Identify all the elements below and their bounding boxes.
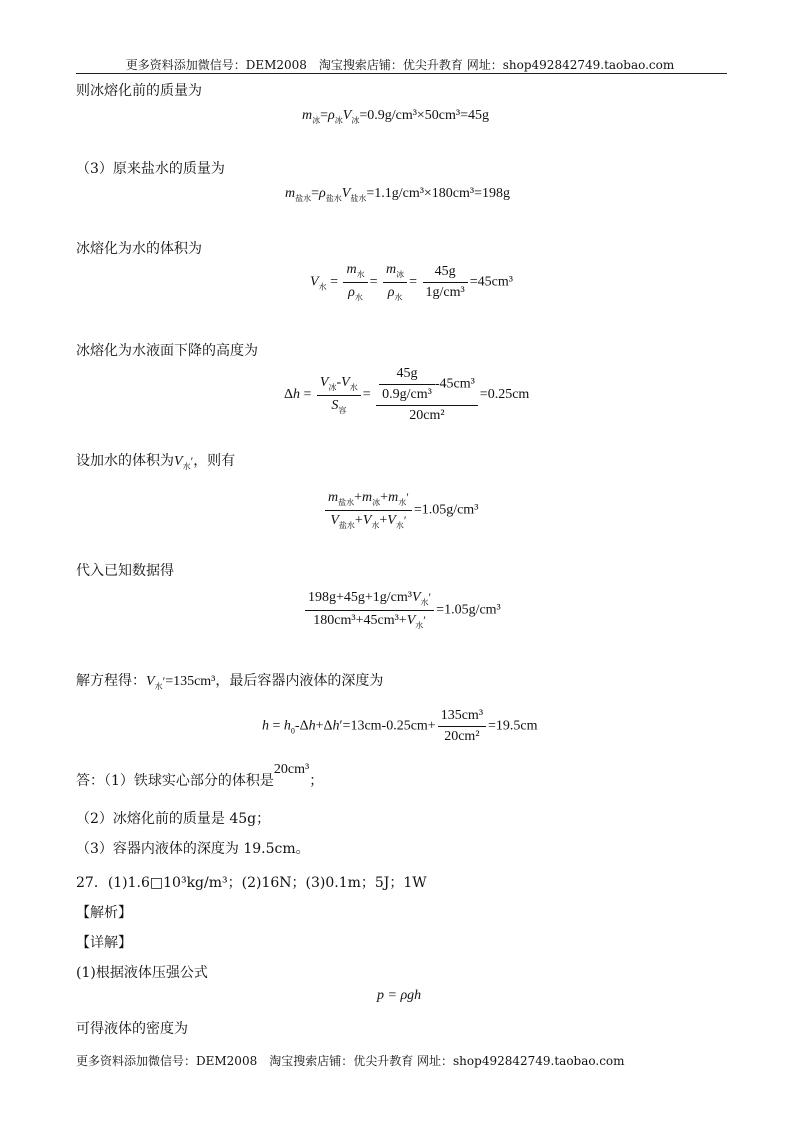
text-line: 冰熔化为水的体积为 <box>76 241 202 257</box>
text-line: 可得液体的密度为 <box>76 1021 188 1037</box>
text-line: 则冰熔化前的质量为 <box>76 83 202 99</box>
equation-water-volume: $V_水$ = $\frac{m_水}{\rho_水}$ = $\frac{m_冰}{\rho_水}$ = $\frac{45g}{\text{1g/cm³}}$ =45cm³ <box>310 262 513 302</box>
text-line: （3）原来盐水的质量为 <box>76 161 225 177</box>
equation-substituted: $\frac{198g+45g+1g/cm^3V_水'}{180cm^3+45cm^3+V_水'}$ =1.05g/cm³ <box>303 590 501 631</box>
text-line: (1)根据液体压强公式 <box>76 965 208 981</box>
header-rule <box>76 73 727 74</box>
text-line: 冰熔化为水液面下降的高度为 <box>76 343 258 359</box>
answer-line: （2）冰熔化前的质量是 45g； <box>76 811 271 827</box>
text-line: 代入已知数据得 <box>76 563 174 579</box>
answer-line: 答：（1）铁球实心部分的体积是20cm³； <box>76 762 324 789</box>
text-line: 设加水的体积为$V_水'$，则有 <box>76 453 236 471</box>
page-footer: 更多资料添加微信号：DEM2008 淘宝搜索店铺：优尖升教育 网址：shop492842749.taobao.com <box>76 1054 625 1068</box>
answer-line: （3）容器内液体的深度为 19.5cm。 <box>76 841 310 857</box>
section-analysis: 【解析】 <box>76 905 132 921</box>
equation-density-condition: $\frac{m_{盐水}+m_冰+m_水'}{V_{盐水}+V_水+V_水'}$ =1.05g/cm³ <box>323 490 478 531</box>
answer-27: 27．(1)1.6□10³kg/m³；(2)16N；(3)0.1m；5J；1W <box>76 875 427 891</box>
equation-saltwater-mass: $m_{盐水}=\rho_{盐水}V_{盐水}=1.1g/cm^3\times 180cm^3=198g$ <box>285 186 511 203</box>
equation-ice-mass: $m_冰=\rho_冰V_冰=0.9g/cm^3\times 50cm^3=45g$ <box>302 108 490 125</box>
equation-level-drop: Δh = $\frac{V_冰-V_水}{S_容}$ = $\frac{45g}{\text{0.9g/cm³}}$ -45cm³ 20cm² =0.25cm <box>284 366 530 423</box>
section-detail: 【详解】 <box>76 935 132 951</box>
text-line: 解方程得：$V_水'=135cm^3$，最后容器内液体的深度为 <box>76 673 384 691</box>
page-header: 更多资料添加微信号：DEM2008 淘宝搜索店铺：优尖升教育 网址：shop492842749.taobao.com <box>125 58 675 72</box>
equation-pressure: p = ρgh <box>377 988 422 1003</box>
equation-final-depth: $h = h_0-\Delta h+\Delta h'=13cm-0.25cm+$ $\frac{\text{135cm³}}{\text{20cm²}}$ =19.5cm <box>262 708 538 744</box>
